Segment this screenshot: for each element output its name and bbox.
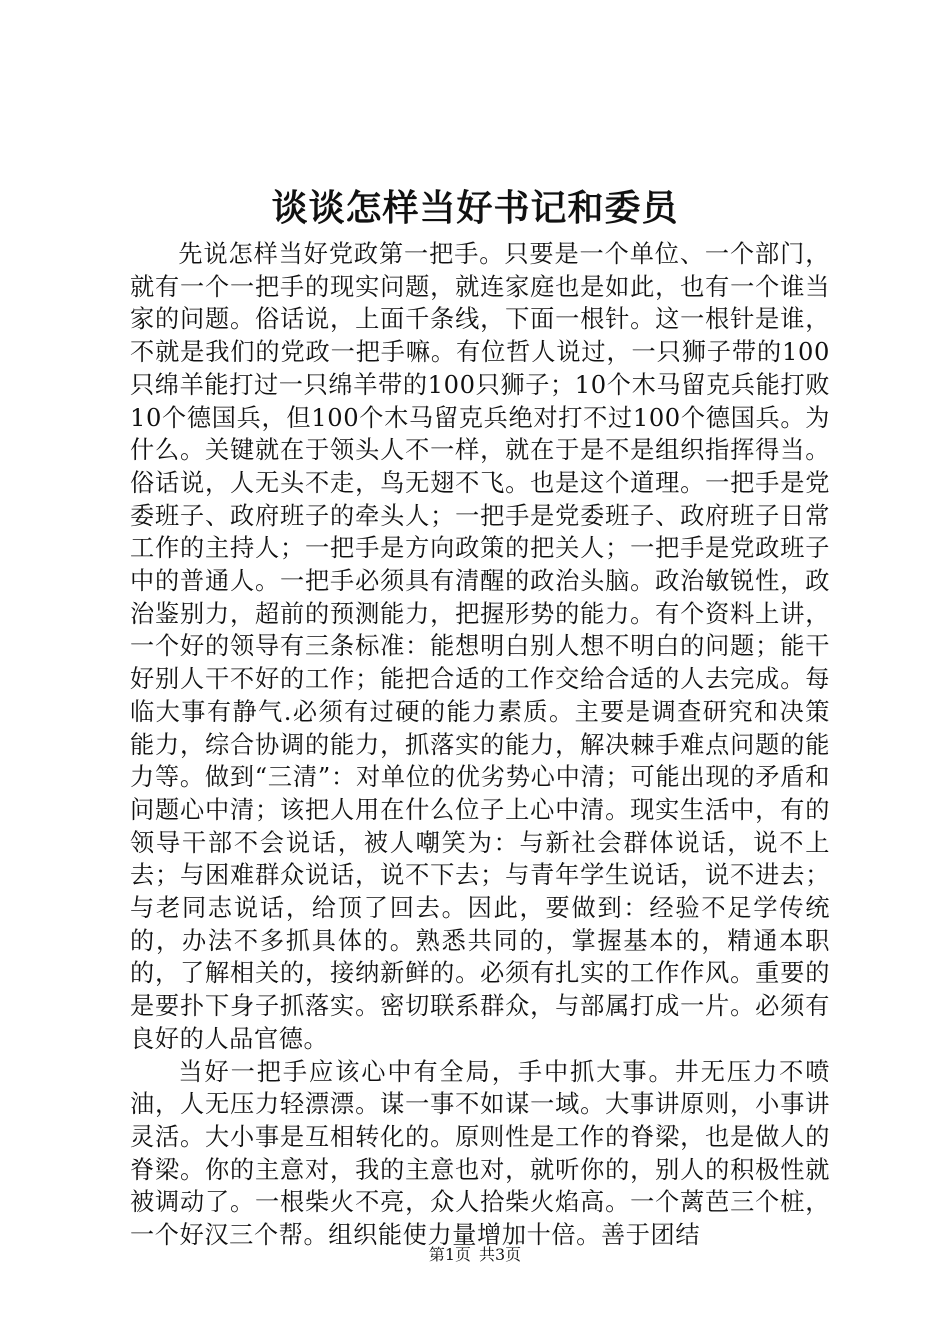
paragraph-1: 先说怎样当好党政第一把手。只要是一个单位、一个部门，就有一个一把手的现实问题，就连家庭也是如此，也有一个谁当家的问题。俗话说，上面千条线，下面一根针。这一根针是谁，不就是我们的党政一把手嘛。有位哲人说过，一只狮子带的100只绵羊能打过一只绵羊带的100只狮子；10个木马留克兵能打败10个德国兵，但100个木马留克兵绝对打不过100个德国兵。为什么。关键就在于领头人不一样，就在于是不是组织指挥得当。俗话说，人无头不走，鸟无翅不飞。也是这个道理。一把手是党委班子、政府班子的牵头人；一把手是党委班子、政府班子日常工作的主持人；一把手是方向政策的把关人；一把手是党政班子中的普通人。一把手必须具有清醒的政治头脑。政治敏锐性，政治鉴别力，超前的预测能力，把握形势的能力。有个资料上讲，一个好的领导有三条标准：能想明白别人想不明白的问题；能干好别人干不好的工作；能把合适的工作交给合适的人去完成。每临大事有静气.必须有过硬的能力素质。主要是调查研究和决策能力，综合协调的能力，抓落实的能力，解决棘手难点问题的能力等。做到“三清”：对单位的优劣势心中清；可能出现的矛盾和问题心中清；该把人用在什么位子上心中清。现实生活中，有的领导干部不会说话，被人嘲笑为：与新社会群体说话，说不上去；与困难群众说话，说不下去；与青年学生说话，说不进去；与老同志说话，给顶了回去。因此，要做到：经验不足学传统的，办法不多抓具体的。熟悉共同的，掌握基本的，精通本职的，了解相关的，接纳新鲜的。必须有扎实的工作作风。重要的是要扑下身子抓落实。密切联系群众，与部属打成一片。必须有良好的人品官德。: [130, 240, 830, 1053]
page-footer: [0, 1244, 950, 1266]
document-title: 谈谈怎样当好书记和委员: [271, 187, 679, 229]
page-number: 第1页: [428, 1245, 471, 1264]
page-total: 共3页: [479, 1245, 522, 1264]
document-body: [130, 238, 830, 1252]
paragraph-2: 当好一把手应该心中有全局，手中抓大事。井无压力不喷油，人无压力轻漂漂。谋一事不如谋一域。大事讲原则，小事讲灵活。大小事是互相转化的。原则性是工作的脊梁，也是做人的脊梁。你的主意对，我的主意也对，就听你的，别人的积极性就被调动了。一根柴火不亮，众人拾柴火焰高。一个蓠芭三个桩，一个好汉三个帮。组织能使力量增加十倍。善于团结: [130, 1057, 830, 1250]
